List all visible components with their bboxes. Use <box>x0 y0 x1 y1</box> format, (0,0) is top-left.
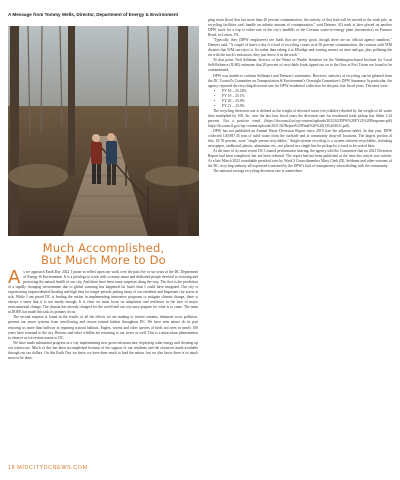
list-item: • FY 18 – 25.24% <box>208 89 392 94</box>
paragraph: "Typically, they (DPW employees) see loads that are pretty good, though there are no official agency numbers," Deinzer said. "A couple of times a day if a load of recycling comes in at 50 percent contamination, the contract with WM dictates that WM can reject it. So rather than taking it to Elkridge and wasting money on time and gas, plus polluting the air with the truck's emissions, they just throw it in the trash." <box>208 38 392 58</box>
paragraph: DPW was unable to confirm Seldman's and Deinzer's statements. However, statistics of recycling can be gleaned from the DC Council's Committee on Transportation & Environment's Oversight Committee's DPW Summary. In particular, the agency reported the recycling diversion rate for DPW residential collection for the past four fiscal years. The rates were: <box>208 73 392 88</box>
paragraph: ping room floor) that has more than 20 percent contamination, the entirety of that load will be moved to the trash pile, as recycling facilities can't handle an infinite amount of contamination," said Deinzer. All trash is later placed on another DPW truck for a trip to either one of the city's landfills or the Covanta waste-to-energy plant (incinerator) on Furnace Road, in Lorton, VA. <box>208 18 392 38</box>
paragraph <box>8 267 198 315</box>
list-item: • FY 19 – 25.1% <box>208 94 392 99</box>
paragraph: At the time of its most recent DC Council performance hearing, the agency told the Committee that its 2021 Diversion Report had been completed, but not been released. The report had not been published at the time this article was written. At a late March 2022 roundtable presided over by Ward 3 Councilmember Mary Cheh (D), Seldman and other veterans of the DC recycling industry all expressed frustrated by the DPW's lack of transparency when dealing with the community. <box>208 149 392 169</box>
headline <box>8 242 199 266</box>
article-right-column <box>208 18 392 174</box>
paragraph: The recycling diversion rate is defined as the weight of diverted waste (recyclables) divided by the weight of all waste then multiplied by 100. So, over the last four fiscal years the diversion rate for residential trash pickup has fallen 1.34 percent. Not a positive trend. (https://dccouncil.us/wp-content/uploads/2022/02/DPW%20FY21%20Response.pdf) https://dccouncil.gov/wp-content/uploads/2021/02/Report%20Final%20%20(1)%202021.pdf). <box>208 108 392 128</box>
paragraph: The national average recycling diversion rate is somewhere <box>213 169 303 174</box>
list-item: • FY 21 – 23.9% <box>208 104 392 109</box>
page-header: A Message from Tommy Wells, Director, Department of Energy & Environment <box>8 12 179 17</box>
paragraph: We have made substantial progress as a city implementing new green infrastructure, deploying solar energy and cleaning up our waterways. Much of this has been accomplished because of the support of our residents and the resources made available through our tax dollars. On this Earth Day we know we have done much to lead the nation, but we also know there is so much more to be done. <box>8 340 198 360</box>
headline-line-2: But Much More to Do <box>41 253 166 267</box>
article-left-column <box>8 267 198 361</box>
paragraph-text: s we approach Earth Day 2022, I pause to reflect upon our work over the past five or six years at the DC Department of Energy & Environment. It is a privilege to work with so many smart and dedicated people devoted to restoring and protecting the natural health of our city. And there have been some surprises along the way. The first is the prediction of a rapidly changing environment due to global warming has happened far faster than I could have imagined. Our city is experiencing unprecedented flooding and high heat for longer periods putting many of our residents and Important city assets at risk. While I am proud DC is leading the nation in implementing innovative programs to mitigate climate change, there is always a sense that it is not nearly enough. It is clear we must focus on adaptation and resilience in the face of major environmental change. The climate has already changed for the world and our city must prepare for what is to come. The team at DOEE has made this task its primary focus. <box>8 270 198 315</box>
headline-line-1: Much Accomplished, <box>42 241 165 255</box>
cover-photo <box>8 26 199 236</box>
page-footer: 18 MIDCITYDCNEWS.COM <box>8 465 88 471</box>
drop-cap: A <box>8 267 21 288</box>
paragraph: To that point, Neil Seldman, director of the Waste to Wealth Initiative for the Washington-based Institute for Local Self-Reliance (ILSR) estimates that 20 percent of recyclable loads tipped out on to the floor at Fort Totten are found to be contaminated. <box>208 58 392 73</box>
paragraph: DPW has not published an Annual Waste Diversion Report since 2019 (see the adjacent table). In that year, DPW collected 140,987.45 tons of solid waste from the curbside and at community drop-off locations. The largest portion of this, 18.78 percent, were "single stream recyclables." Single-stream recycling is a system wherein recyclables, including newspaper, cardboard, plastic, aluminum, etc., are placed in a single bin for pickup by a truck to be sorted later. <box>208 129 392 149</box>
list-item: • FY 20 – 25.0% <box>208 99 392 104</box>
diversion-rates-list <box>208 89 392 109</box>
paragraph: The second surprise is found in the results of all the efforts we are making to restore streams, eliminate toxic pollution, prevent our sewer systems from overflowing and restore natural habitat throughout DC. We have seen nature do its part restoring us more than halfway in repairing natural habitats. Eagles, ravens and other species of birds not seen in nearly 100 years have returned to the city. Beavers and other wildlife are returning to our rivers as well. This is a miraculous phenomenon to observe as we restore nature to DC. <box>8 315 198 340</box>
woodland-scene-image <box>8 26 199 236</box>
